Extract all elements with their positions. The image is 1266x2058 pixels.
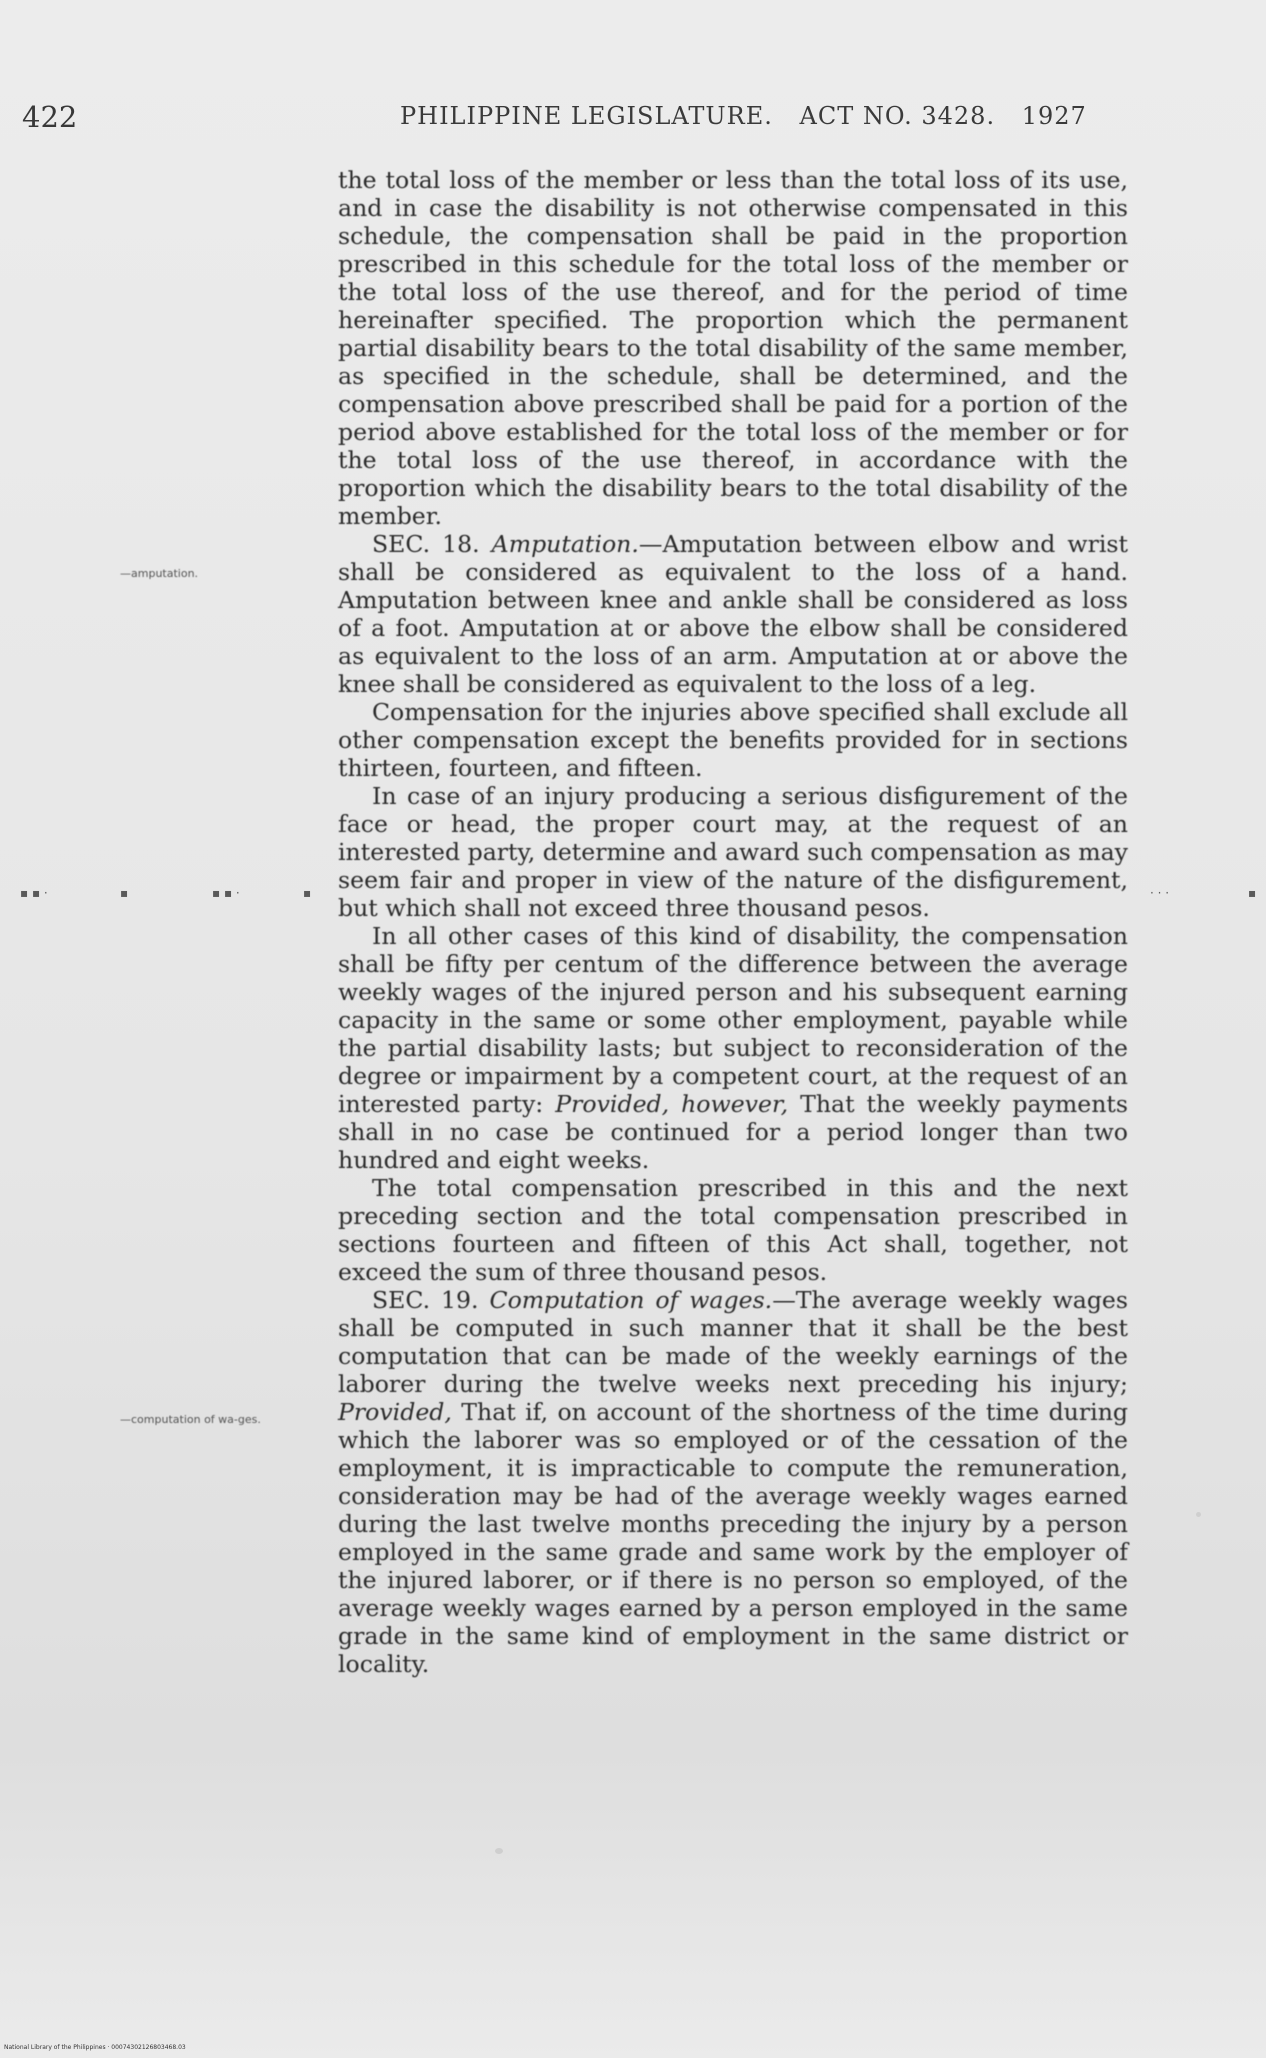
footer-credit: National Library of the Philippines · 00074302126803468.03 <box>4 2044 186 2051</box>
running-head <box>400 102 1105 130</box>
paragraph-other-cases <box>338 922 1128 1174</box>
section-18-text: —Amputation between elbow and wrist shall be considered as equivalent to the loss of a hand. Amputation between knee and ankle shall be considered as loss of a foot. Amputation at or above the elbow shall be considered as equivalent to the loss of an arm. Amputation at or above the knee shall be considered as equivalent to the loss of a leg. <box>338 530 1129 698</box>
paragraph-compensation-exclusion: Compensation for the injuries above specified shall exclude all other compensation except the benefits provided for in sections thirteen, fourteen, and fifteen. <box>338 698 1128 782</box>
page-number: 422 <box>22 100 78 134</box>
page-smudge <box>495 1848 503 1854</box>
margin-note-computation: —computation of wa-ges. <box>120 1413 261 1426</box>
paragraph-total-compensation: The total compensation prescribed in this and the next preceding section and the total compensation prescribed in sections fourteen and fifteen of this Act shall, together, not exceed the sum of three thousand pesos. <box>338 1174 1128 1286</box>
proviso-provided: Provided, <box>338 1398 452 1426</box>
margin-note-amputation: —amputation. <box>120 567 199 580</box>
bleed-through-marks: ▪ ▪ · ▪ ▪ ▪ · ▪ · · · ▪ <box>20 886 1257 900</box>
section-19-catchline: Computation of wages. <box>489 1286 773 1314</box>
page-speck <box>1196 1512 1201 1517</box>
paragraph-disfigurement: In case of an injury producing a serious disfigurement of the face or head, the proper court may, at the request of an interested party, determine and award such compensation as may seem fair and proper in view of the nature of the disfigurement, but which shall not exceed three thousand pesos. <box>338 782 1128 922</box>
section-19 <box>338 1286 1128 1678</box>
section-18-label: SEC. 18. <box>372 530 480 558</box>
other-cases-text-a: In all other cases of this kind of disability, the compensation shall be fifty per centum of the difference between the average weekly wages of the injured person and his subsequent earning capacity in the same or some other employment, payable while the partial disability lasts; but subject to reconsideration of the degree or impairment by a competent court, at the request of an interested party: <box>338 922 1128 1118</box>
other-cases-text-b: That the weekly payments shall in no case be continued for a period longer than two hundred and eight weeks. <box>338 1090 1129 1174</box>
proviso-however: Provided, however, <box>555 1090 789 1118</box>
paragraph-continuation: the total loss of the member or less than the total loss of its use, and in case the disability is not otherwise compensated in this schedule, the compensation shall be paid in the proportion prescribed in this schedule for the total loss of the member or the total loss of the use thereof, and for the period of time hereinafter specified. The proportion which the permanent partial disability bears to the total disability of the same member, as specified in the schedule, shall be determined, and the compensation above prescribed shall be paid for a portion of the period above established for the total loss of the member or for the total loss of the use thereof, in accordance with the proportion which the disability bears to the total disability of the member. <box>338 166 1128 530</box>
section-19-label: SEC. 19. <box>372 1286 479 1314</box>
section-18 <box>338 530 1128 698</box>
section-19-text-b: That if, on account of the shortness of the time during which the laborer was so employed or of the cessation of the employment, it is impracticable to compute the remuneration, consideration may be had of the average weekly wages earned during the last twelve months preceding the injury by a person employed in the same grade and same work by the employer of the injured laborer, or if there is no person so employed, of the average weekly wages earned by a person employed in the same grade in the same kind of employment in the same district or locality. <box>338 1398 1128 1678</box>
section-19-text-a: —The average weekly wages shall be computed in such manner that it shall be the best computation that can be made of the weekly earnings of the laborer during the twelve weeks next preceding his injury; <box>338 1286 1128 1398</box>
header-act: ACT NO. 3428. <box>799 102 996 130</box>
header-title: PHILIPPINE LEGISLATURE. <box>400 102 773 130</box>
body-text <box>338 166 1128 1678</box>
section-18-catchline: Amputation. <box>491 530 639 558</box>
header-year: 1927 <box>1021 102 1087 130</box>
